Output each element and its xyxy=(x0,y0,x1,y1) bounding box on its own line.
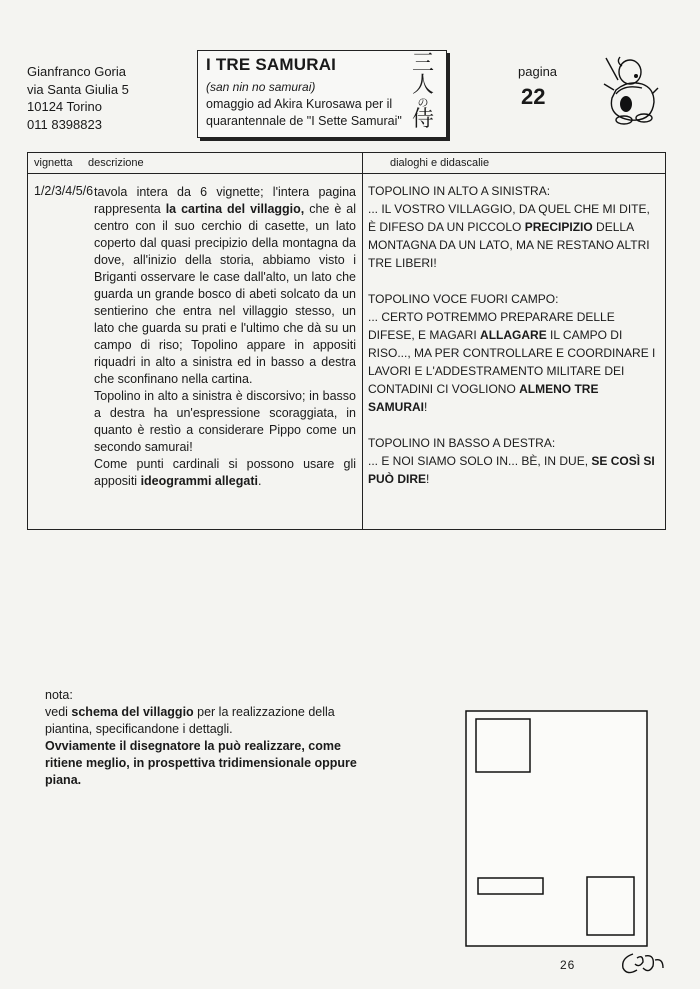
description-emphasis: ideogrammi allegati xyxy=(140,474,258,488)
speaker-label: TOPOLINO IN BASSO A DESTRA: xyxy=(368,436,556,450)
description-paragraph-1 xyxy=(94,184,356,388)
document-title: I TRE SAMURAI xyxy=(206,55,337,74)
description-emphasis: la cartina del villaggio, xyxy=(165,202,305,216)
page-number: 22 xyxy=(521,84,546,109)
column-divider xyxy=(362,153,363,529)
author-address xyxy=(27,63,129,133)
note-text: vedi xyxy=(45,705,72,719)
title-box xyxy=(197,50,447,138)
dialogue-cell xyxy=(368,182,658,506)
col-header-dialoghi: dialoghi e didascalie xyxy=(390,157,490,169)
script-table xyxy=(27,152,666,530)
col-header-descrizione: descrizione xyxy=(88,157,144,169)
note-bold-text: Ovviamente il disegnatore la può realizzare, come ritiene meglio, in prospettiva tridimensionale oppure piana. xyxy=(45,739,357,787)
dedication-line-2: quarantennale de "I Sette Samurai" xyxy=(206,114,402,128)
speaker-label: TOPOLINO VOCE FUORI CAMPO: xyxy=(368,292,559,306)
note-section xyxy=(45,687,375,789)
author-city: 10124 Torino xyxy=(27,99,102,114)
dialogue-block-3 xyxy=(368,434,658,488)
dialogue-block-1 xyxy=(368,182,658,272)
kanji-char-4: 侍 xyxy=(411,107,434,132)
kanji-char-1: 三 xyxy=(411,51,434,76)
table-header xyxy=(28,153,665,174)
mascot-illustration xyxy=(592,54,662,126)
description-paragraph-2: Topolino in alto a sinistra è discorsivo; in basso a destra ha un'espressione scoraggiata, in quanto è restìo a considerare Pippo come un secondo samurai! xyxy=(94,389,356,454)
description-text: che è al centro con il suo cerchio di casette, un lato coperto dal quasi precipizio della montagna da dove, all'inizio della storia, abbiamo visto i Briganti osservare le case dall'alto, un lato che guarda un grande bosco di abeti solcato da un sentierino che entra nel villaggio stesso, un lato che guarda su prati e l'ultimo che dà su un campo di riso; Topolino appare in appositi riquadri in alto a sinistra ed in basso a destra che sconfinano nella cartina. xyxy=(94,202,356,386)
village-layout-diagram xyxy=(465,710,648,947)
dialogue-emphasis: SE COSÌ SI PUÒ DIRE xyxy=(368,454,655,486)
description-paragraph-3 xyxy=(94,456,356,490)
note-text: per la realizzazione della piantina, specificandone i dettagli. xyxy=(45,705,335,736)
dialogue-text: DELLA MONTAGNA DA UN LATO, MA NE RESTANO ALTRI TRE LIBERI! xyxy=(368,220,650,270)
page-outline xyxy=(466,711,647,946)
note-label: nota: xyxy=(45,688,73,702)
dialogue-emphasis: ALLAGARE xyxy=(480,328,547,342)
note-emphasis: schema del villaggio xyxy=(71,705,194,719)
vignette-numbers: 1/2/3/4/5/6 xyxy=(34,184,94,198)
footer-page-number: 26 xyxy=(560,958,576,972)
dialogue-block-2 xyxy=(368,290,658,416)
dialogue-text: ... E NOI SIAMO SOLO IN... BÈ, IN DUE, xyxy=(368,454,592,468)
description-cell xyxy=(94,184,356,490)
page-label: pagina xyxy=(518,64,558,79)
note-line xyxy=(45,704,375,738)
kanji-char-2: 人 xyxy=(411,73,434,98)
dialogue-text: ! xyxy=(424,400,428,414)
document-subtitle: (san nin no samurai) xyxy=(206,80,316,94)
description-text: tavola intera da 6 vignette; l'intera pagina rappresenta xyxy=(94,185,356,216)
author-name: Gianfranco Goria xyxy=(27,64,126,79)
signature-mark xyxy=(619,948,669,976)
description-text: Come punti cardinali si possono usare gli appositi xyxy=(94,457,356,488)
col-header-vignetta: vignetta xyxy=(34,157,73,169)
dialogue-text: ... IL VOSTRO VILLAGGIO, DA QUEL CHE MI DITE, È DIFESO DA UN PICCOLO xyxy=(368,202,650,234)
author-phone: 011 8398823 xyxy=(27,116,102,132)
dialogue-text: ... CERTO POTREMMO PREPARARE DELLE DIFESE, E MAGARI xyxy=(368,310,615,342)
dialogue-emphasis: ALMENO TRE SAMURAI xyxy=(368,382,599,414)
dedication xyxy=(206,96,421,130)
dialogue-emphasis: PRECIPIZIO xyxy=(524,220,593,234)
kanji-title xyxy=(410,53,436,131)
dialogue-text: IL CAMPO DI RISO..., MA PER CONTROLLARE E COORDINARE I LAVORI E L'ADDESTRAMENTO MILITARE DEI CONTADINI CI VOGLIONO xyxy=(368,328,656,396)
kanji-char-3: の xyxy=(417,96,429,109)
dialogue-text: ! xyxy=(426,472,430,486)
dedication-line-1: omaggio ad Akira Kurosawa per il xyxy=(206,97,393,111)
speaker-label: TOPOLINO IN ALTO A SINISTRA: xyxy=(368,184,551,198)
description-text: . xyxy=(257,474,262,488)
author-street: via Santa Giulia 5 xyxy=(27,81,129,97)
note-bold-paragraph xyxy=(45,738,375,789)
